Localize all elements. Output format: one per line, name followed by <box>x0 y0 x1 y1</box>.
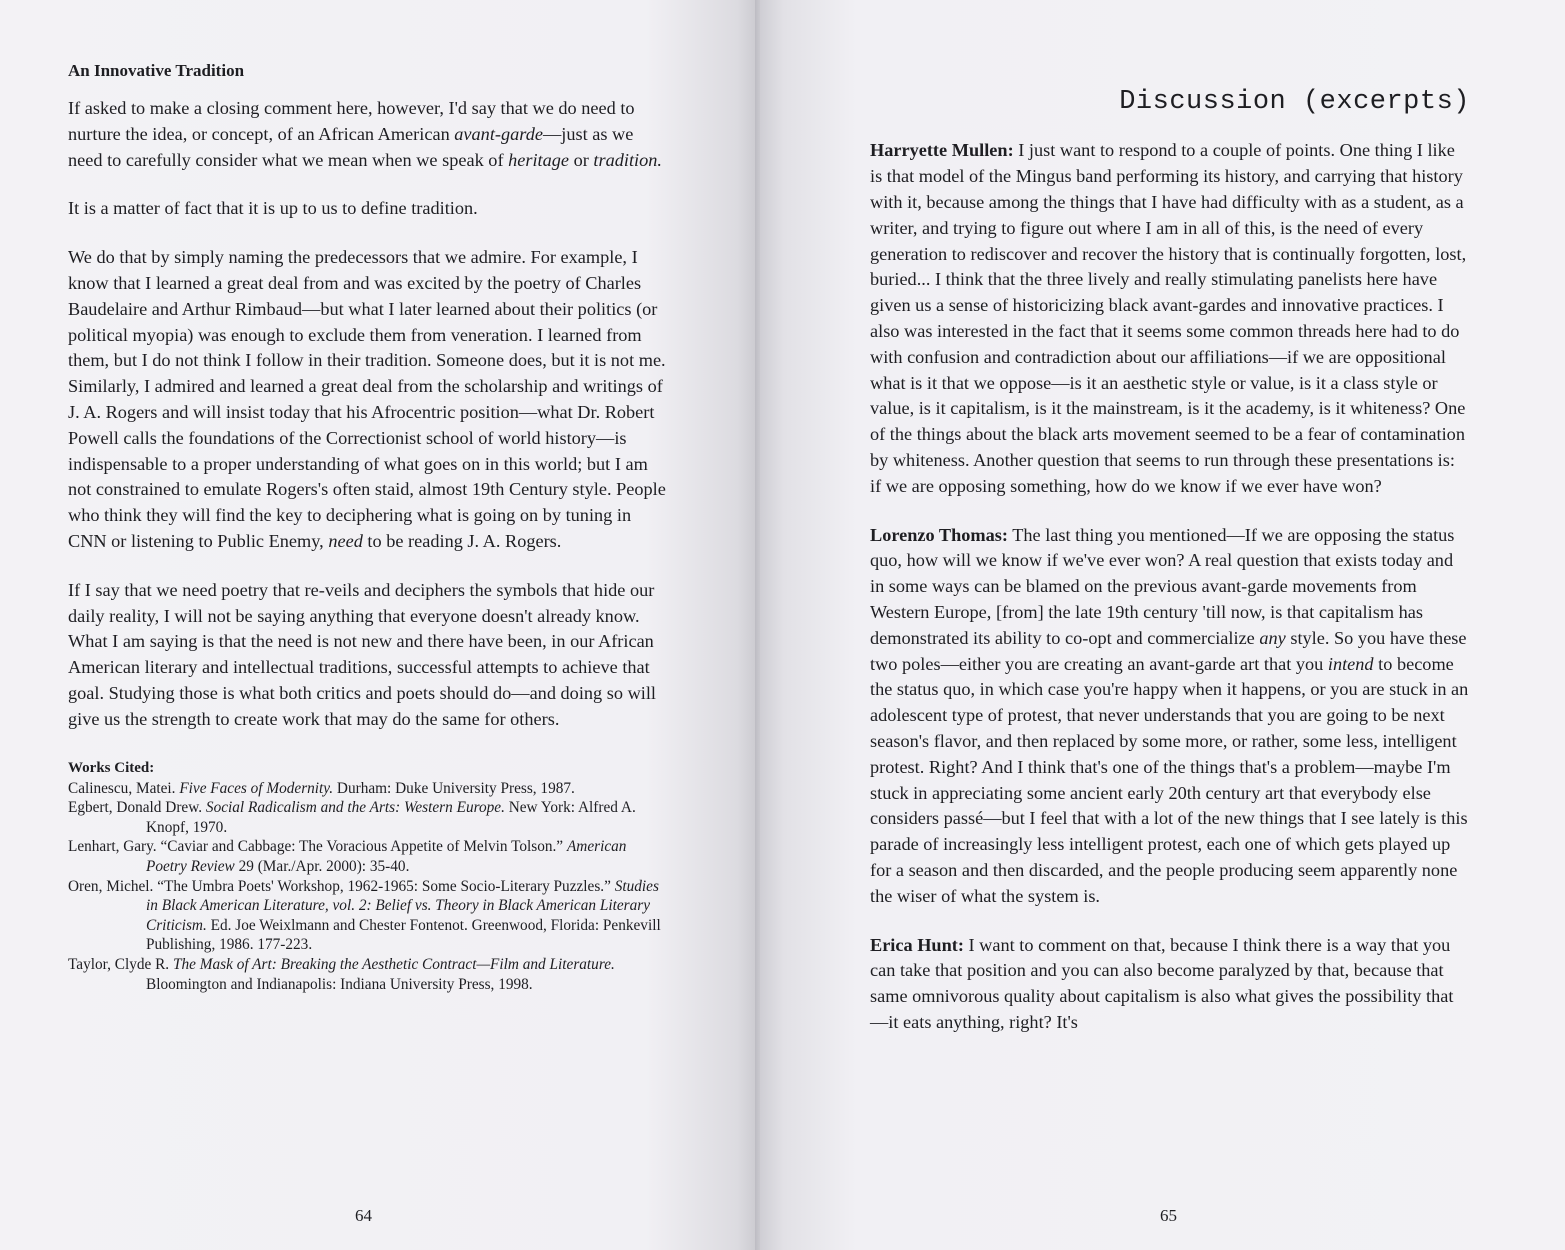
citation-oren: Oren, Michel. “The Umbra Poets' Workshop, 1962-1965: Some Socio-Literary Puzzles.” Studies in Black American Literature, vol. 2: Belief vs. Theory in Black American Literary Criticism. Ed. Joe Weixlmann and Chester Fontenot. Greenwood, Florida: Penkevill Publishing, 1986. 177-223. <box>68 877 661 954</box>
speaker-name: Lorenzo Thomas: <box>870 524 1008 545</box>
speaker-name: Erica Hunt: <box>870 934 964 955</box>
paragraph-mullen: Harryette Mullen: I just want to respond to a couple of points. One thing I like is that model of the Mingus band performing its history, and carrying that history with it, because among the things that I have had difficulty with as a student, as a writer, and trying to figure out where I am in all of this, is the need of every generation to rediscover and recover the history that is continually forgotten, lost, buried... I think that the three lively and really stimulating panelists here have given us a sense of historicizing black avant-gardes and innovative practices. I also was interested in the fact that it seems some common threads here had to do with confusion and contradiction about our affiliations—if we are oppositional what is it that we oppose—is it an aesthetic style or value, is it a class style or value, is it capitalism, is it the mainstream, is it the academy, is it whiteness? One of the things about the black arts movement seemed to be a fear of contamination by whiteness. Another question that seems to run through these presentations is: if we are opposing something, how do we know if we ever have won? <box>870 140 1467 496</box>
citation-lenhart: Lenhart, Gary. “Caviar and Cabbage: The Voracious Appetite of Melvin Tolson.” American Poetry Review 29 (Mar./Apr. 2000): 35-40. <box>68 838 627 875</box>
citation-egbert: Egbert, Donald Drew. Social Radicalism and the Arts: Western Europe. New York: Alfred A. Knopf, 1970. <box>68 799 636 836</box>
paragraph-thomas: Lorenzo Thomas: The last thing you mentioned—If we are opposing the status quo, how will we know if we've ever won? A real question that exists today and in some ways can be blamed on the previous avant-garde movements from Western Europe, [from] the late 19th century 'till now, is that capitalism has demonstrated its ability to co-opt and commercialize any style. So you have these two poles—either you are creating an avant-garde art that you intend to become the status quo, in which case you're happy when it happens, or you are stuck in an adolescent type of protest, that never understands that you are going to be next season's flavor, and then replaced by some more, or rather, some less, intelligent protest. Right? And I think that's one of the things that's a problem—maybe I'm stuck in appreciating some ancient early 20th century art that everybody else considers passé—but I feel that with a lot of the new things that I see lately is this parade of increasingly less intelligent protest, each one of which gets played up for a season and then discarded, and the people producing seem apparently none the wiser of what the system is. <box>870 524 1469 906</box>
citation-calinescu: Calinescu, Matei. Five Faces of Modernity. Durham: Duke University Press, 1987. <box>68 779 575 797</box>
paragraph-hunt: Erica Hunt: I want to comment on that, because I think there is a way that you can take that position and you can also become paralyzed by that, because that same omnivorous quality about capitalism is also what gives the possibility that—it eats anything, right? It's <box>870 934 1454 1032</box>
paragraph-predecessors: We do that by simply naming the predecessors that we admire. For example, I know that I learned a great deal from and was excited by the poetry of Charles Baudelaire and Arthur Rimbaud—but what I later learned about their politics (or political myopia) was enough to exclude them from veneration. I learned from them, but I do not think I follow in their tradition. Someone does, but it is not me. Similarly, I admired and learned a great deal from the scholarship and writings of J. A. Rogers and will insist today that his Afrocentric position—what Dr. Robert Powell calls the foundations of the Correctionist school of world history—is indispensable to a proper understanding of what goes on in this world; but I am not constrained to emulate Rogers's often staid, almost 19th Century style. People who think they will find the key to deciphering what is going on by tuning in CNN or listening to Public Enemy, need to be reading J. A. Rogers. <box>68 247 666 552</box>
page-number-left: 64 <box>355 1206 372 1225</box>
paragraph-avant-garde: If asked to make a closing comment here, however, I'd say that we do need to nurture the idea, or concept, of an African American avant-garde—just as we need to carefully consider what we mean when we speak of heritage or tradition. <box>68 98 662 170</box>
paragraph-re-veils: If I say that we need poetry that re-veils and deciphers the symbols that hide our daily reality, I will not be saying anything that everyone doesn't already know. What I am saying is that the need is not new and there have been, in our African American literary and intellectual traditions, successful attempts to achieve that goal. Studying those is what both critics and poets should do—and doing so will give us the strength to create work that may do the same for others. <box>68 579 657 729</box>
right-page-content <box>870 86 1470 1059</box>
left-page <box>0 0 760 1250</box>
left-page-content <box>68 60 668 994</box>
speaker-name: Harryette Mullen: <box>870 140 1014 161</box>
paragraph-define-tradition: It is a matter of fact that it is up to us to define tradition. <box>68 198 478 219</box>
citation-taylor: Taylor, Clyde R. The Mask of Art: Breaking the Aesthetic Contract—Film and Literature. Bloomington and Indianapolis: Indiana University Press, 1998. <box>68 955 615 993</box>
works-cited-list <box>68 779 668 995</box>
works-cited-heading: Works Cited: <box>68 759 155 776</box>
discussion-title: Discussion (excerpts) <box>1119 87 1470 117</box>
section-heading: An Innovative Tradition <box>68 61 245 80</box>
right-page <box>760 0 1565 1250</box>
page-number-right: 65 <box>1160 1206 1177 1225</box>
